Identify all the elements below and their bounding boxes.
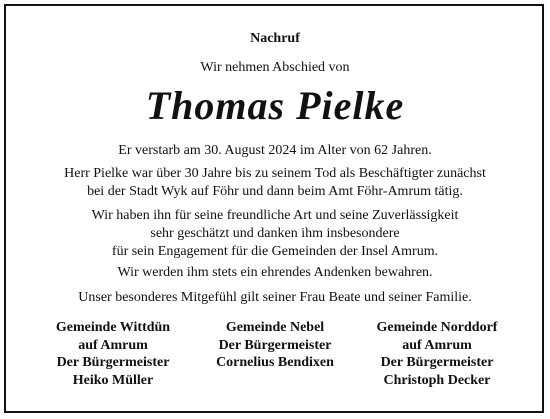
signature-line: Der Bürgermeister <box>380 355 494 370</box>
text-line: Wir haben ihn für seine freundliche Art und seine Zuverlässigkeit <box>91 208 459 223</box>
signature-line: Gemeinde Wittdün <box>55 320 171 335</box>
signature-norddorf <box>357 319 517 389</box>
text-line: Er verstarb am 30. August 2024 im Alter von 62 Jahren. <box>118 143 432 158</box>
signature-line: Der Bürgermeister <box>56 355 170 370</box>
signature-nebel <box>195 319 355 389</box>
text-line: Unser besonderes Mitgefühl gilt seiner Frau Beate und seiner Familie. <box>78 290 472 305</box>
signature-line: Heiko Müller <box>72 372 154 388</box>
notice-intro: Wir nehmen Abschied von <box>200 60 350 75</box>
signature-line: Gemeinde Nebel <box>225 320 325 335</box>
signature-line: auf Amrum <box>402 337 472 353</box>
text-line: Wir werden ihm stets ein ehrendes Andenken bewahren. <box>117 265 433 280</box>
text-line: für sein Engagement für die Gemeinden der Insel Amrum. <box>111 244 439 259</box>
text-line: sehr geschätzt und danken ihm insbesondere <box>150 226 400 241</box>
signature-line: Gemeinde Norddorf <box>376 320 498 335</box>
remembrance-paragraph <box>0 264 550 282</box>
text-line: Herr Pielke war über 30 Jahre bis zu seinem Tod als Beschäftigter zunächst <box>64 166 486 181</box>
career-paragraph <box>0 165 550 201</box>
signature-line: Der Bürgermeister <box>218 337 332 353</box>
signature-line: Christoph Decker <box>383 372 491 388</box>
signature-line: auf Amrum <box>78 337 148 353</box>
death-date-paragraph <box>0 142 550 160</box>
appreciation-paragraph <box>0 207 550 261</box>
signature-line: Cornelius Bendixen <box>216 355 334 370</box>
text-line: bei der Stadt Wyk auf Föhr und dann beim Amt Föhr-Amrum tätig. <box>87 184 463 199</box>
condolence-paragraph <box>0 289 550 307</box>
deceased-name: Thomas Pielke <box>145 83 405 128</box>
notice-heading: Nachruf <box>250 31 300 46</box>
signature-wittduen <box>33 319 193 389</box>
signature-block <box>0 319 550 389</box>
